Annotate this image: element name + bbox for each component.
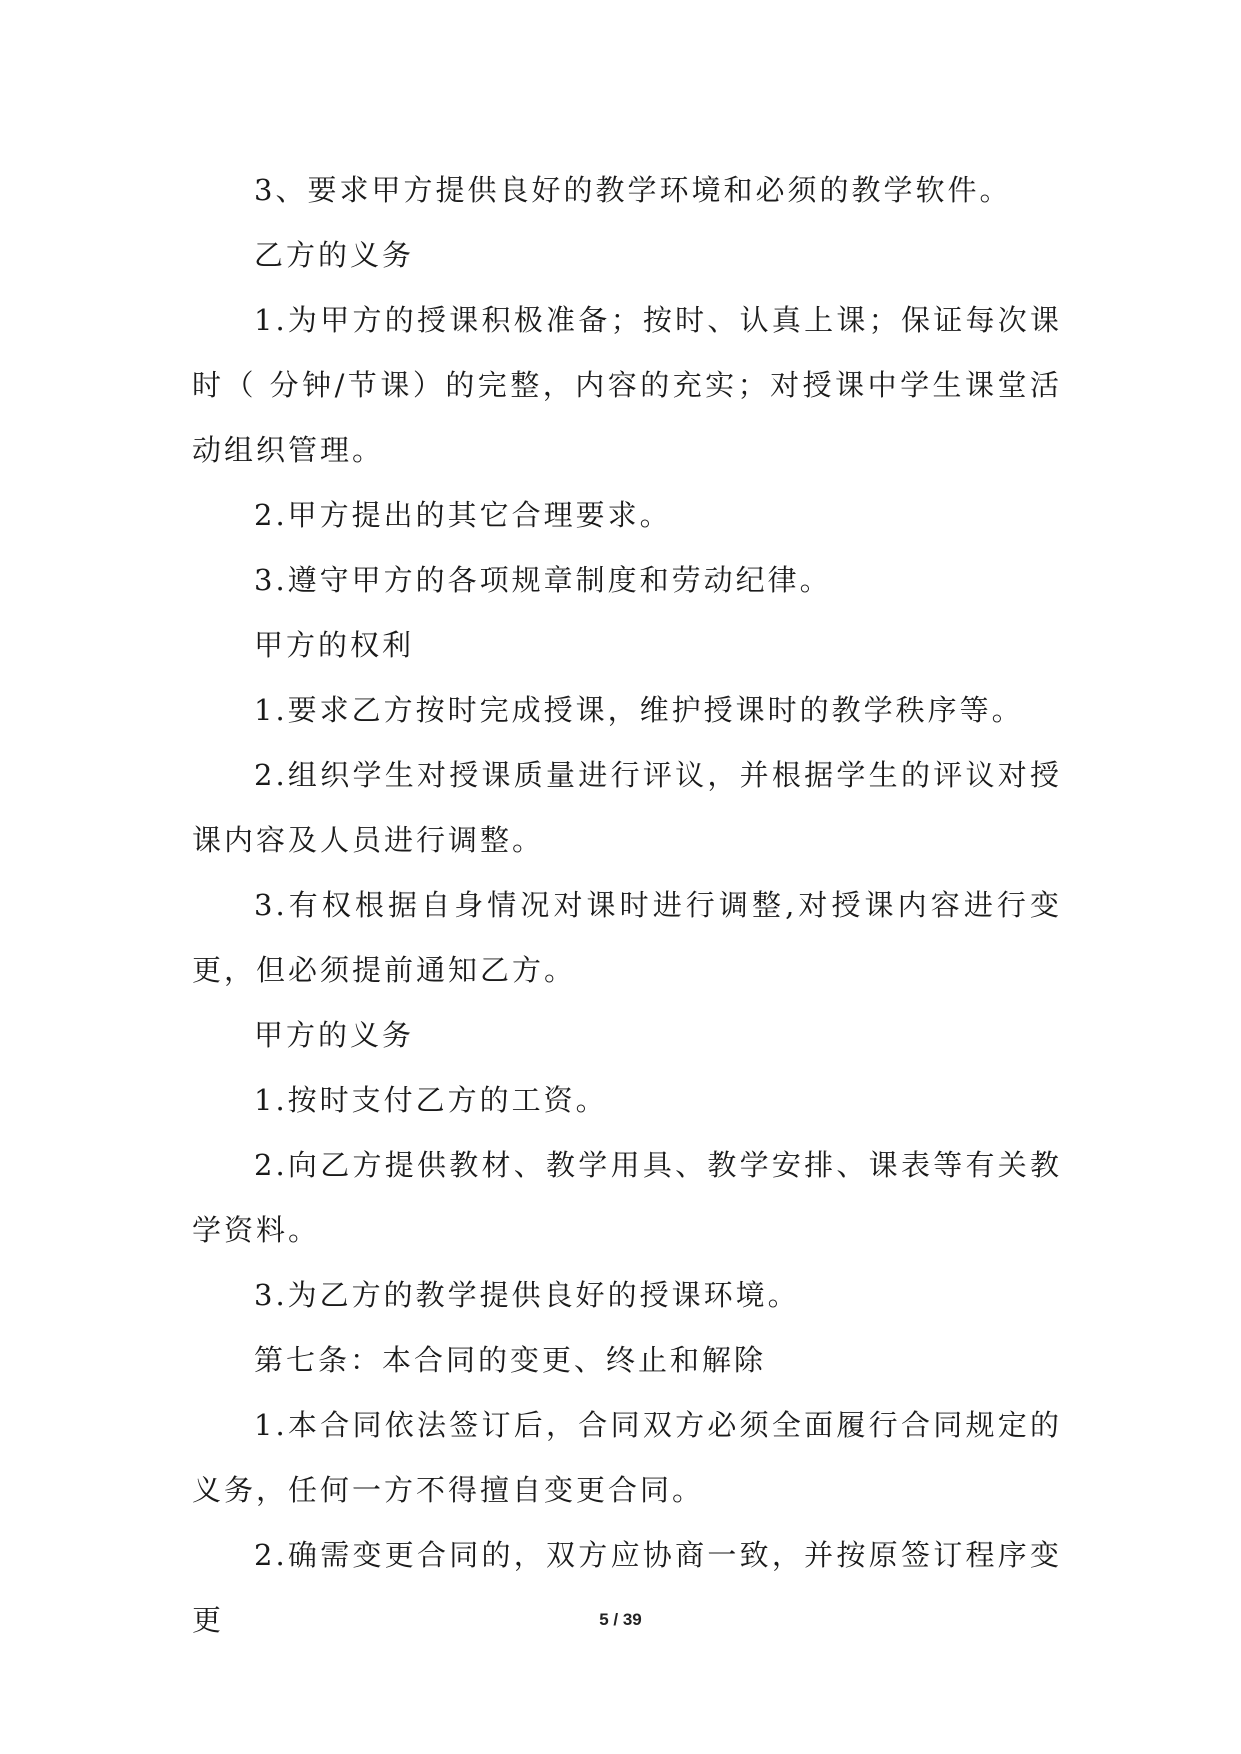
paragraph: 1.本合同依法签订后，合同双方必须全面履行合同规定的义务，任何一方不得擅自变更合同。 <box>192 1408 1062 1507</box>
section-heading: 乙方的义务 <box>254 238 415 272</box>
section-heading: 第七条：本合同的变更、终止和解除 <box>254 1343 767 1377</box>
paragraph: 1.按时支付乙方的工资。 <box>254 1083 608 1117</box>
paragraph: 3.为乙方的教学提供良好的授课环境。 <box>254 1278 800 1312</box>
paragraph: 2.向乙方提供教材、教学用具、教学安排、课表等有关教学资料。 <box>192 1148 1062 1247</box>
paragraph: 3.有权根据自身情况对课时进行调整,对授课内容进行变更，但必须提前通知乙方。 <box>192 888 1062 987</box>
paragraph: 2.组织学生对授课质量进行评议，并根据学生的评议对授课内容及人员进行调整。 <box>192 758 1062 857</box>
paragraph: 3、要求甲方提供良好的教学环境和必须的教学软件。 <box>254 173 1012 207</box>
document-body <box>192 158 1062 1653</box>
section-heading: 甲方的权利 <box>254 628 415 662</box>
paragraph: 1.为甲方的授课积极准备；按时、认真上课；保证每次课时（ 分钟/节课）的完整，内容的充实；对授课中学生课堂活动组织管理。 <box>192 303 1062 467</box>
paragraph: 3.遵守甲方的各项规章制度和劳动纪律。 <box>254 563 832 597</box>
page-number: 5 / 39 <box>599 1610 642 1629</box>
section-heading: 甲方的义务 <box>254 1018 415 1052</box>
paragraph: 2.确需变更合同的，双方应协商一致，并按原签订程序变更 <box>192 1538 1062 1637</box>
paragraph: 2.甲方提出的其它合理要求。 <box>254 498 672 532</box>
paragraph: 1.要求乙方按时完成授课，维护授课时的教学秩序等。 <box>254 693 1024 727</box>
